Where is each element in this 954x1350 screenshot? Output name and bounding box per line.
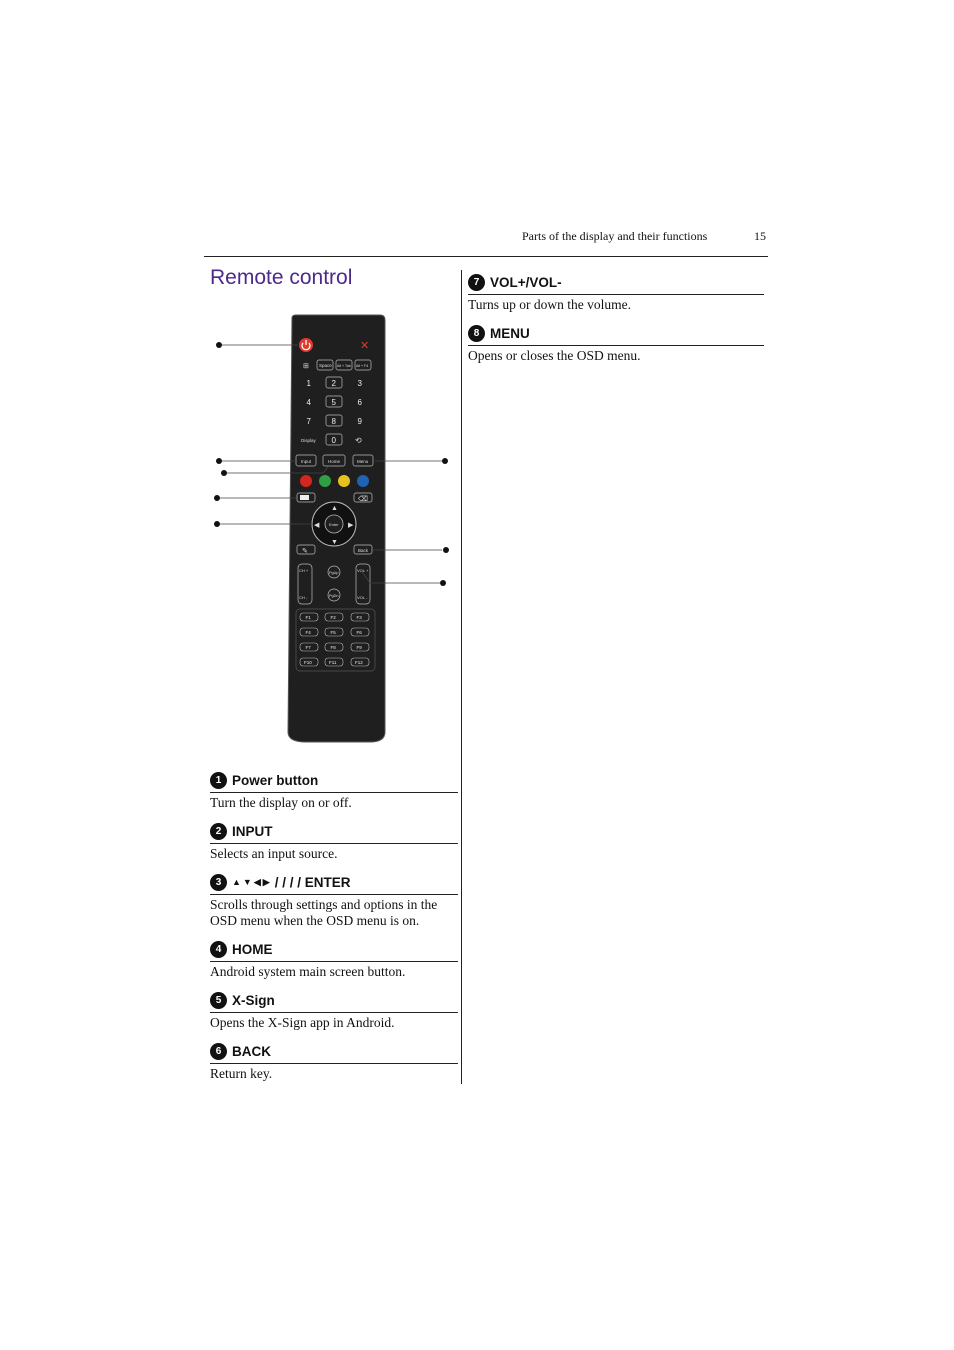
section-body: Opens the X-Sign app in Android. xyxy=(210,1015,395,1030)
digit-key-7: 7 xyxy=(306,417,311,426)
home-key-label: Home xyxy=(328,459,341,464)
section-rule xyxy=(210,792,458,793)
section-menu xyxy=(468,324,764,364)
arrow-keys xyxy=(232,877,270,888)
pen-icon: ✎ xyxy=(302,548,308,555)
digit-key-2: 2 xyxy=(331,379,336,388)
section-rule xyxy=(210,843,458,844)
section-title: X-Sign xyxy=(232,992,275,1008)
page-number: 15 xyxy=(754,229,766,243)
section-body: Return key. xyxy=(210,1066,273,1081)
left-arrow-icon: ◀ xyxy=(314,522,320,529)
display-key-label: Display xyxy=(301,438,316,443)
mute-icon: ✕ xyxy=(360,340,370,352)
fkey-F4: F4 xyxy=(305,630,311,635)
menu-key-label: Menu xyxy=(357,459,369,464)
callout-number: 6 xyxy=(210,1043,227,1060)
section-title: MENU xyxy=(490,325,530,341)
callout-number: 8 xyxy=(468,325,485,342)
section-body: Turns up or down the volume. xyxy=(468,297,632,312)
up-arrow-icon: ▲ xyxy=(232,877,241,887)
back-key-label: Back xyxy=(358,548,369,553)
vol-up-label: VOL + xyxy=(357,568,369,573)
down-arrow-icon: ▼ xyxy=(242,877,252,887)
pgdn-key-label: PgDn xyxy=(329,594,339,598)
section-rule xyxy=(468,345,764,346)
fkey-F5: F5 xyxy=(330,630,336,635)
fkey-F9: F9 xyxy=(356,645,362,650)
windows-icon: ⊞ xyxy=(303,363,309,370)
x-sign-icon xyxy=(300,495,309,500)
digit-key-5: 5 xyxy=(331,398,336,407)
green-key xyxy=(319,475,331,487)
input-key-label: Input xyxy=(301,459,312,464)
space-key-label: Space xyxy=(319,363,332,368)
header-rule xyxy=(204,256,768,257)
callout-number: 7 xyxy=(468,274,485,291)
fkey-F10: F10 xyxy=(304,660,312,665)
section-rule xyxy=(210,1063,458,1064)
section-input xyxy=(210,822,458,862)
ch-up-label: CH + xyxy=(299,568,309,573)
fkey-F7: F7 xyxy=(305,645,311,650)
digit-key-0: 0 xyxy=(331,436,336,445)
delete-icon: ⌫ xyxy=(358,496,368,503)
right-arrow-icon: ▶ xyxy=(262,876,270,887)
fkey-F8: F8 xyxy=(330,645,336,650)
digit-key-3: 3 xyxy=(357,379,362,388)
callout-number: 3 xyxy=(210,874,227,891)
section-home xyxy=(210,940,458,980)
digit-key-6: 6 xyxy=(357,398,362,407)
pgup-key-label: PgUp xyxy=(329,571,339,575)
section-body: Opens or closes the OSD menu. xyxy=(468,348,641,363)
ch-down-label: CH - xyxy=(299,595,308,600)
section-rule xyxy=(468,294,764,295)
section-body: Selects an input source. xyxy=(210,846,338,861)
blue-key xyxy=(357,475,369,487)
page-title: Remote control xyxy=(210,266,353,289)
section-body: Turn the display on or off. xyxy=(210,795,352,810)
callout-number: 2 xyxy=(210,823,227,840)
section-volume xyxy=(468,273,764,313)
section-title: VOL+/VOL- xyxy=(490,274,562,290)
section-body: Android system main screen button. xyxy=(210,964,406,979)
fkey-F1: F1 xyxy=(305,615,311,620)
fkey-F3: F3 xyxy=(356,615,362,620)
remote-control-illustration xyxy=(210,312,455,747)
fkey-F6: F6 xyxy=(356,630,362,635)
callout-number: 1 xyxy=(210,772,227,789)
section-title: Power button xyxy=(232,772,319,788)
up-arrow-icon: ▲ xyxy=(331,505,338,512)
section-title: HOME xyxy=(232,941,273,957)
enter-key-label: Enter xyxy=(329,522,339,527)
section-rule xyxy=(210,961,458,962)
section-title: / / / / ENTER xyxy=(274,874,351,890)
callout-number: 5 xyxy=(210,992,227,1009)
column-divider xyxy=(461,270,462,1084)
digit-key-4: 4 xyxy=(306,398,311,407)
yellow-key xyxy=(338,475,350,487)
alt-f4-key-label: Alt + F4 xyxy=(356,364,369,368)
alt-tab-key-label: Alt + Tab xyxy=(337,364,351,368)
down-arrow-icon: ▼ xyxy=(331,539,338,546)
running-header: Parts of the display and their functions xyxy=(522,229,708,243)
section-rule xyxy=(210,1012,458,1013)
fkey-F11: F11 xyxy=(329,660,337,665)
section-power xyxy=(210,771,458,811)
section-x-sign xyxy=(210,991,458,1031)
section-body: Scrolls through settings and options in the OSD menu when the OSD menu is on. xyxy=(210,897,438,928)
fkey-F12: F12 xyxy=(355,660,363,665)
section-back xyxy=(210,1042,458,1082)
digit-key-8: 8 xyxy=(331,417,336,426)
right-arrow-icon: ▶ xyxy=(348,522,354,529)
section-navigation xyxy=(210,873,458,929)
section-title: INPUT xyxy=(232,823,273,839)
digit-key-1: 1 xyxy=(306,379,311,388)
callout-number: 4 xyxy=(210,941,227,958)
section-rule xyxy=(210,894,458,895)
fkey-F2: F2 xyxy=(330,615,336,620)
return-icon: ⟲ xyxy=(355,436,362,445)
left-arrow-icon: ◀ xyxy=(253,876,261,887)
red-key xyxy=(300,475,312,487)
section-title: BACK xyxy=(232,1043,271,1059)
digit-key-9: 9 xyxy=(357,417,362,426)
vol-down-label: VOL - xyxy=(357,595,368,600)
